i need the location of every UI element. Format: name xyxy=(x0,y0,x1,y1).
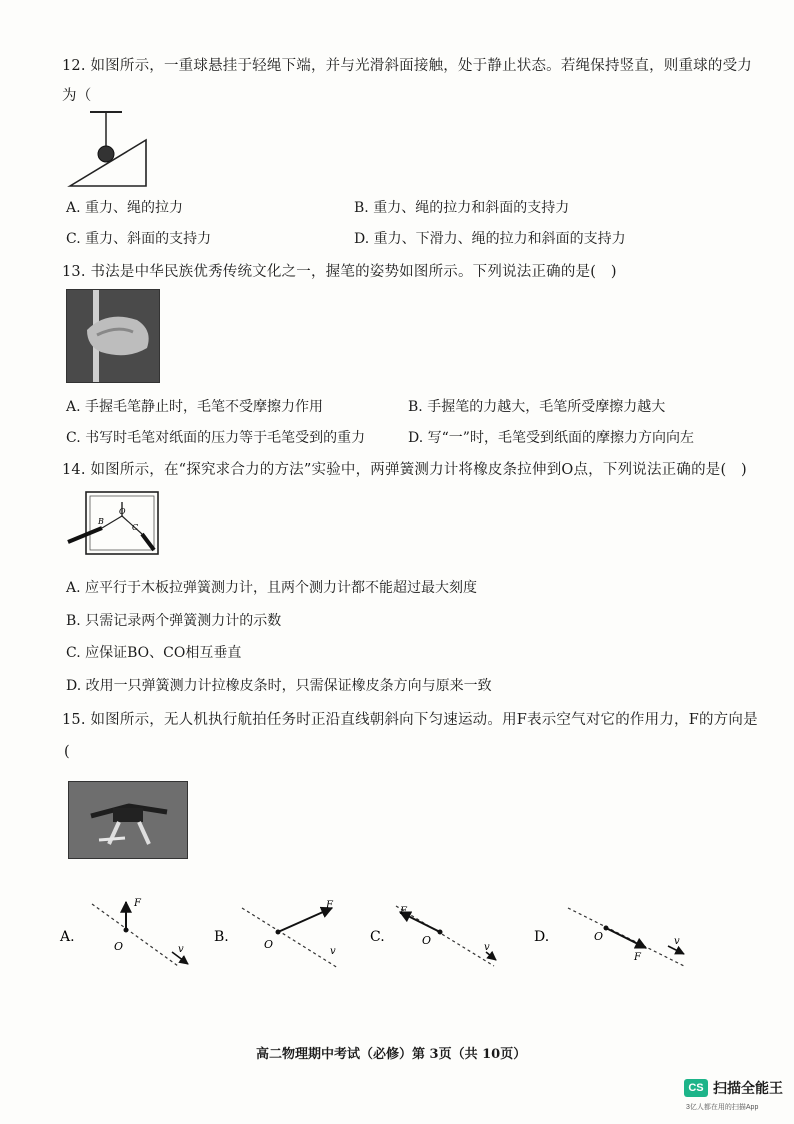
page-footer: 高二物理期中考试（必修）第 3页（共 10页） xyxy=(256,1047,527,1062)
q13-option-d: D. 写“一”时，毛笔受到纸面的摩擦力方向向左 xyxy=(408,430,694,446)
watermark-name: 扫描全能王 xyxy=(713,1080,783,1096)
q15-choice-a-letter: A. xyxy=(60,929,75,945)
q12-option-d: D. 重力、下滑力、绳的拉力和斜面的支持力 xyxy=(354,231,626,247)
q15-choices-diagram xyxy=(56,890,736,980)
q15-stem-line2: ( xyxy=(64,744,70,760)
q15-choice-a xyxy=(59,898,188,966)
q15-choice-d-o-label: O xyxy=(594,930,604,943)
q14-label-o: O xyxy=(119,507,126,516)
q15-choice-b xyxy=(214,900,338,968)
camscanner-logo-icon: CS xyxy=(684,1079,708,1097)
q15-choice-c-o-label: O xyxy=(422,934,432,947)
q15-choice-c xyxy=(370,906,496,966)
q15-choice-b-letter: B. xyxy=(214,929,229,945)
q14-label-c: C xyxy=(132,523,139,532)
watermark-subtitle: 3亿人都在用的扫描App xyxy=(686,1104,759,1111)
q15-choice-d-f-label: F xyxy=(634,952,641,963)
q15-choice-a-v-label: v xyxy=(178,944,184,955)
q15-choice-b-f-label: F xyxy=(326,900,333,911)
q14-option-c: C. 应保证BO、CO相互垂直 xyxy=(66,645,242,661)
q13-option-b: B. 手握笔的力越大，毛笔所受摩擦力越大 xyxy=(408,399,666,415)
q12-figure-ball-on-incline xyxy=(66,108,156,190)
q15-choice-d xyxy=(534,908,684,966)
q13-option-a: A. 手握毛笔静止时，毛笔不受摩擦力作用 xyxy=(66,399,324,415)
q12-stem-line1: 12. 如图所示，一重球悬挂于轻绳下端，并与光滑斜面接触，处于静止状态。若绳保持竖直，则重球的受力 xyxy=(62,58,752,74)
q12-option-a: A. 重力、绳的拉力 xyxy=(66,200,184,216)
q15-choice-d-letter: D. xyxy=(534,929,550,945)
q14-figure-force-experiment xyxy=(62,488,162,560)
q12-option-c: C. 重力、斜面的支持力 xyxy=(66,231,212,247)
q15-choice-b-v-label: v xyxy=(330,946,336,957)
q12-option-b: B. 重力、绳的拉力和斜面的支持力 xyxy=(354,200,570,216)
q13-stem: 13. 书法是中华民族优秀传统文化之一，握笔的姿势如图所示。下列说法正确的是( ) xyxy=(62,264,617,280)
q12-stem-line2: 为（ xyxy=(62,88,92,104)
q15-drone-photo xyxy=(68,781,188,859)
q15-choice-b-o-label: O xyxy=(264,938,274,951)
q15-stem-line1: 15. 如图所示，无人机执行航拍任务时正沿直线朝斜向下匀速运动。用F表示空气对它的作用力，F的方向是 xyxy=(62,712,758,728)
q13-calligraphy-photo xyxy=(66,289,160,383)
q13-option-c: C. 书写时毛笔对纸面的压力等于毛笔受到的重力 xyxy=(66,430,366,446)
q15-choice-a-o-label: O xyxy=(114,940,124,953)
q15-choice-a-f-label: F xyxy=(134,898,141,909)
q15-choice-c-f-label: F xyxy=(400,906,407,917)
q14-option-d: D. 改用一只弹簧测力计拉橡皮条时，只需保证橡皮条方向与原来一致 xyxy=(66,678,492,694)
q14-stem: 14. 如图所示，在“探究求合力的方法”实验中，两弹簧测力计将橡皮条拉伸到O点，下列说法正确的是( ) xyxy=(62,462,747,478)
q15-choice-c-v-label: v xyxy=(484,942,490,953)
q14-option-a: A. 应平行于木板拉弹簧测力计，且两个测力计都不能超过最大刻度 xyxy=(66,580,478,596)
scanner-watermark xyxy=(684,1078,783,1098)
q14-label-b: B xyxy=(98,517,104,526)
q14-option-b: B. 只需记录两个弹簧测力计的示数 xyxy=(66,613,282,629)
q15-choice-d-v-label: v xyxy=(674,936,680,947)
q15-choice-c-letter: C. xyxy=(370,929,385,945)
